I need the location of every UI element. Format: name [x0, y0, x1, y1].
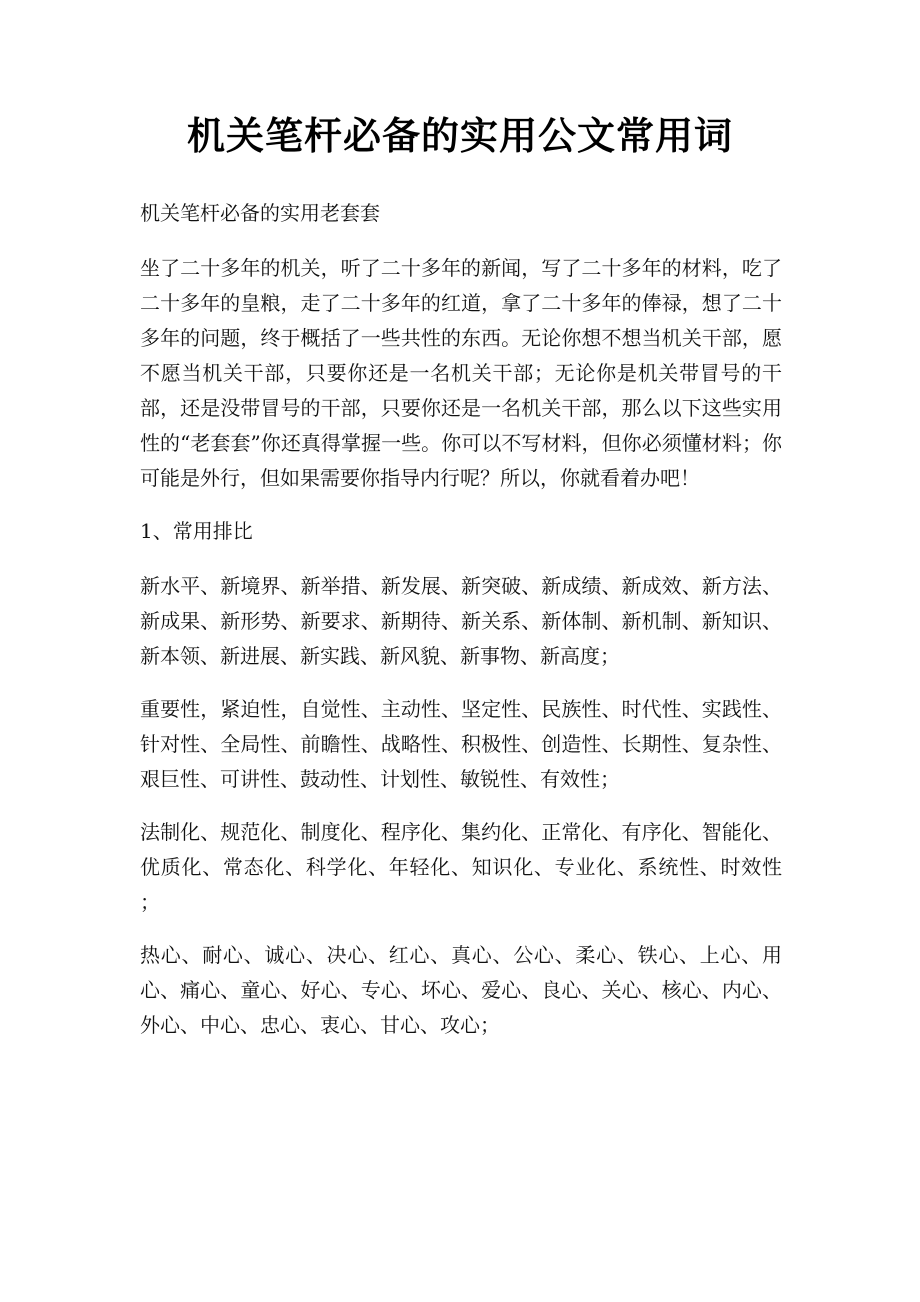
list-paragraph-xing: 重要性，紧迫性，自觉性、主动性、坚定性、民族性、时代性、实践性、针对性、全局性、前瞻性、战略性、积极性、创造性、长期性、复杂性、艰巨性、可讲性、鼓动性、计划性、敏锐性、有效性； [140, 697, 782, 791]
intro-paragraph: 坐了二十多年的机关，听了二十多年的新闻，写了二十多年的材料，吃了二十多年的皇粮，走了二十多年的红道，拿了二十多年的俸禄，想了二十多年的问题，终于概括了一些共性的东西。无论你想不想当机关干部，愿不愿当机关干部，只要你还是一名机关干部；无论你是机关带冒号的干部，还是没带冒号的干部，只要你还是一名机关干部，那么以下这些实用性的“老套套”你还真得掌握一些。你可以不写材料，但你必须懂材料；你可能是外行，但如果需要你指导内行呢？所以，你就看着办吧！ [140, 256, 782, 490]
document-subtitle: 机关笔杆必备的实用老套套 [140, 201, 380, 225]
list-paragraph-hua: 法制化、规范化、制度化、程序化、集约化、正常化、有序化、智能化、优质化、常态化、科学化、年轻化、知识化、专业化、系统性、时效性 ； [140, 820, 782, 914]
document-body [140, 196, 782, 1061]
list-paragraph-xin: 新水平、新境界、新举措、新发展、新突破、新成绩、新成效、新方法、新成果、新形势、新要求、新期待、新关系、新体制、新机制、新知识、新本领、新进展、新实践、新风貌、新事物、新高度； [140, 574, 782, 668]
document-title: 机关笔杆必备的实用公文常用词 [186, 113, 733, 158]
section-heading: 1、常用排比 [140, 519, 253, 543]
list-paragraph-xin-heart: 热心、耐心、诚心、决心、红心、真心、公心、柔心、铁心、上心、用心、痛心、童心、好心、专心、坏心、爱心、良心、关心、核心、内心、外心、中心、忠心、衷心、甘心、攻心； [140, 943, 782, 1037]
